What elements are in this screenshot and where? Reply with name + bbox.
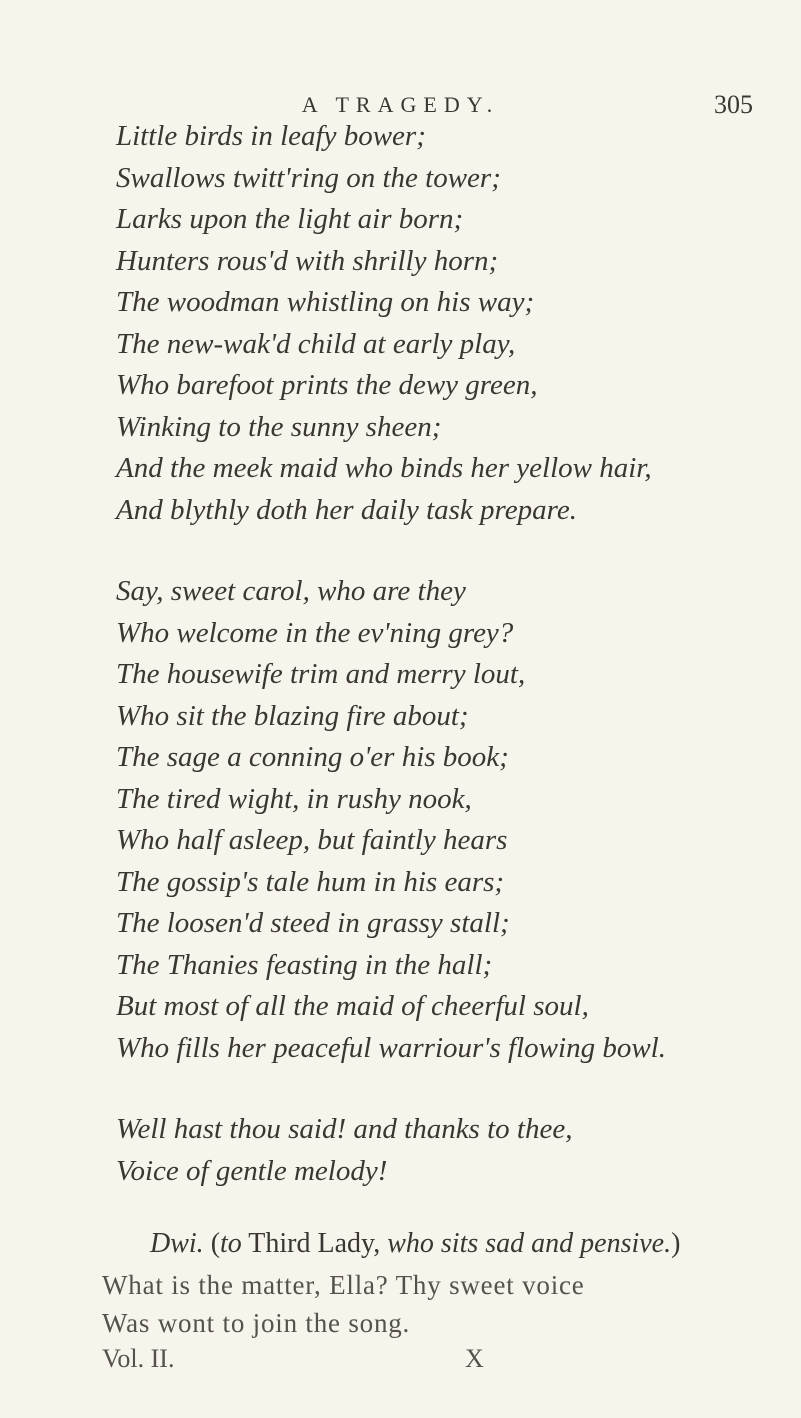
verse-line: Say, sweet carol, who are they [116,575,466,607]
verse-line: The housewife trim and merry lout, [116,658,526,690]
verse-line: And the meek maid who binds her yellow hair, [116,452,652,484]
verse-line: Swallows twitt'ring on the tower; [116,162,501,194]
verse-line: The woodman whistling on his way; [116,286,535,318]
direction-text: who sits sad and pensive. [387,1228,672,1259]
speaker-name: Dwi. [150,1228,204,1259]
verse-line: Voice of gentle melody! [116,1155,388,1187]
volume-signature: Vol. II. [102,1344,175,1373]
addressee: Third Lady, [248,1228,381,1259]
signature-mark: X [465,1344,484,1373]
verse-line: Who fills her peaceful warriour's flowing bowl. [116,1032,666,1064]
verse-line: The gossip's tale hum in his ears; [116,866,505,898]
verse-line: Well hast thou said! and thanks to thee, [116,1113,573,1145]
verse-line: And blythly doth her daily task prepare. [116,494,577,526]
verse-line: Larks upon the light air born; [116,203,464,235]
verse-line: The sage a conning o'er his book; [116,741,509,773]
verse-line: The new-wak'd child at early play, [116,328,516,360]
verse-line: The tired wight, in rushy nook, [116,783,472,815]
page-number: 305 [714,90,753,119]
verse-line: The loosen'd steed in grassy stall; [116,907,510,939]
verse-line: Hunters rous'd with shrilly horn; [116,245,499,277]
verse-line: Winking to the sunny sheen; [116,411,442,443]
verse-line: The Thanies feasting in the hall; [116,949,493,981]
paren-open: ( [210,1228,221,1259]
direction-to: to [220,1228,242,1259]
verse-line: Who welcome in the ev'ning grey? [116,617,514,649]
prose-line: What is the matter, Ella? Thy sweet voice [102,1270,585,1300]
stage-direction [150,1228,680,1260]
running-head: A TRAGEDY. [301,92,500,117]
verse-line: Little birds in leafy bower; [116,120,426,152]
paren-close: ) [671,1228,681,1259]
verse-line: Who barefoot prints the dewy green, [116,369,538,401]
verse-line: Who half asleep, but faintly hears [116,824,508,856]
verse-line: Who sit the blazing fire about; [116,700,469,732]
prose-line: Was wont to join the song. [102,1308,411,1338]
verse-line: But most of all the maid of cheerful soul, [116,990,589,1022]
